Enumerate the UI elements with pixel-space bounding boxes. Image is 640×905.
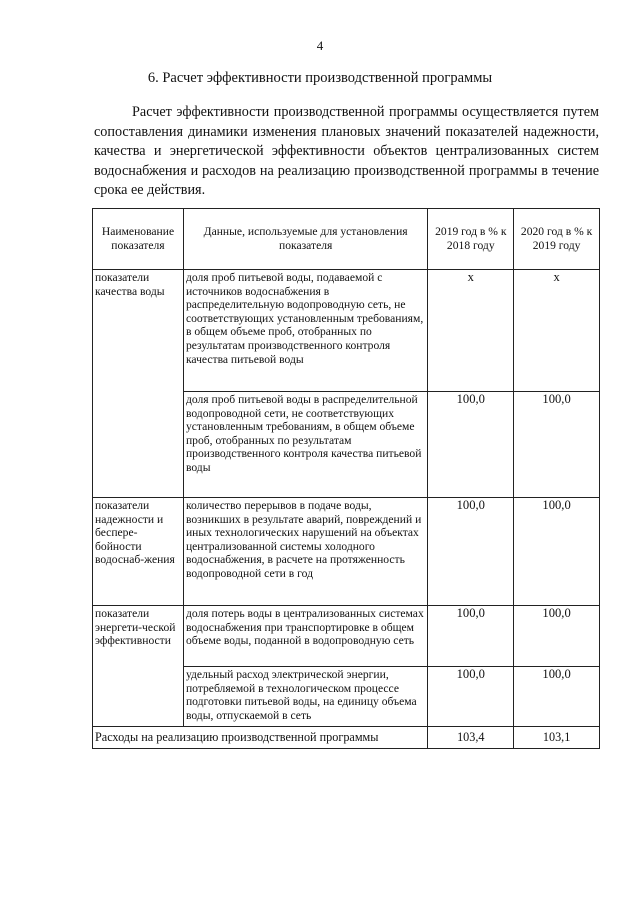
row-data: доля потерь воды в централизованных системах водоснабжения при транспортировке в общем объеме воды, поданной в водопроводную сеть [183,606,427,667]
value-2020: 100,0 [514,667,600,727]
value-2019: 100,0 [428,606,514,667]
section-heading: 6. Расчет эффективности производственной программы [147,70,493,86]
intro-paragraph [94,103,599,201]
total-label: Расходы на реализацию производственной программы [93,727,428,749]
total-row [93,727,600,749]
header-2019: 2019 год в % к 2018 году [428,209,514,270]
page-number: 4 [316,38,324,53]
total-2019: 103,4 [428,727,514,749]
value-2020: 100,0 [514,498,600,606]
table-row [93,498,600,606]
efficiency-table [92,208,600,749]
header-2020: 2020 год в % к 2019 году [514,209,600,270]
row-data: доля проб питьевой воды, подаваемой с источников водоснабжения в распределительную водопроводную сеть, не соответствующих установленным требованиям, в общем объеме проб, отобранных по результатам производственного контроля качества питьевой воды [183,270,427,392]
row-data: доля проб питьевой воды в распределительной водопроводной сети, не соответствующих установленным требованиям, в общем объеме проб, отобранных по результатам производственного контроля качества питьевой воды [183,392,427,498]
value-2019: 100,0 [428,667,514,727]
row-data: удельный расход электрической энергии, потребляемой в технологическом процессе подготовки питьевой воды, на единицу объема воды, отпускаемой в сеть [183,667,427,727]
header-data: Данные, используемые для установления показателя [183,209,427,270]
value-2020: 100,0 [514,392,600,498]
intro-text: Расчет эффективности производственной программы осуществляется путем сопоставления динамики изменения плановых значений показателей надежности, качества и энергетической эффективности объектов централизованных систем водоснабжения и расходов на реализацию производственной программы в течение срока ее действия. [94,104,599,199]
group-name-energy: показатели энергети-ческой эффективности [93,606,184,727]
group-name-reliability: показатели надежности и беспере-бойности водоснаб-жения [93,498,184,606]
total-2020: 103,1 [514,727,600,749]
value-2020: 100,0 [514,606,600,667]
group-name-quality: показатели качества воды [93,270,184,498]
table-row [93,270,600,392]
value-2019: х [428,270,514,392]
value-2019: 100,0 [428,392,514,498]
table-row [93,606,600,667]
value-2020: х [514,270,600,392]
header-name: Наименование показателя [93,209,184,270]
row-data: количество перерывов в подаче воды, возникших в результате аварий, повреждений и иных технологических нарушений на объектах централизованной системы холодного водоснабжения, в расчете на протяженность водопроводной сети в год [183,498,427,606]
value-2019: 100,0 [428,498,514,606]
table-header-row [93,209,600,270]
